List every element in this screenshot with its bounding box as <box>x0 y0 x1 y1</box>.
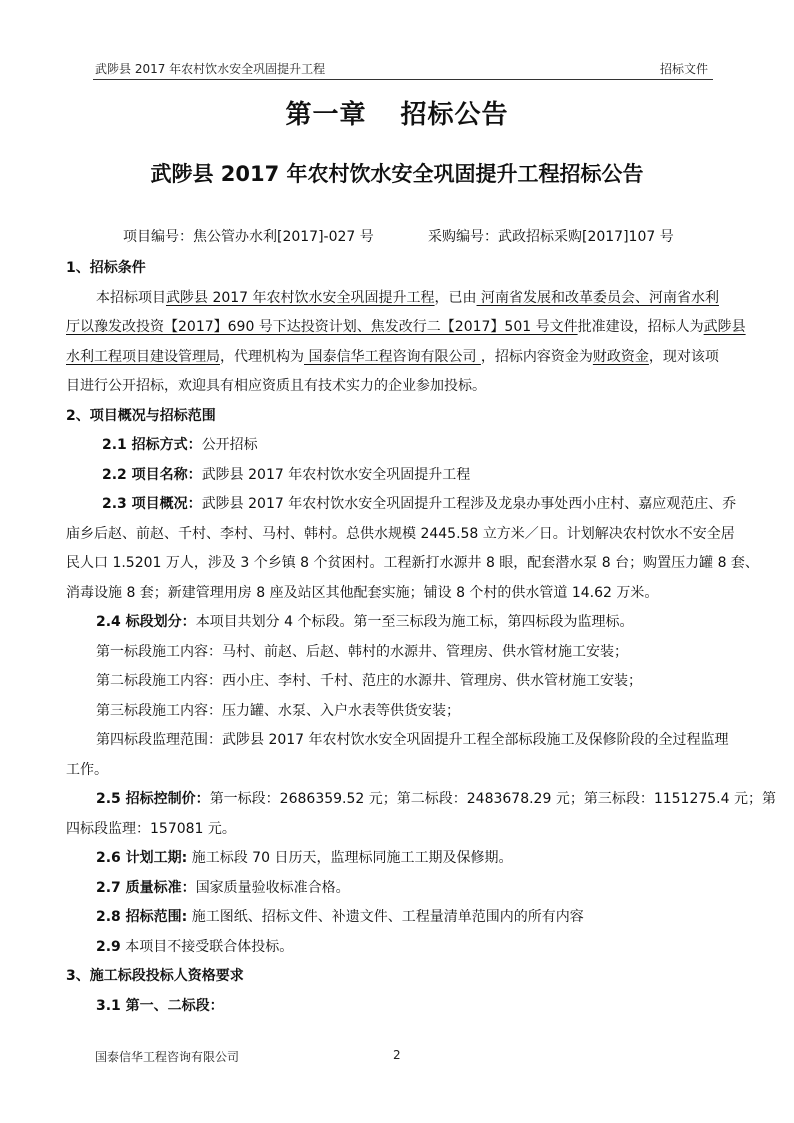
agency-underlined: 国泰信华工程咨询有限公司 <box>304 348 481 365</box>
text-run: ，代理机构为 <box>220 348 304 365</box>
item-2-9 <box>66 933 730 963</box>
item-2-6 <box>66 844 730 874</box>
document-body <box>66 254 776 1021</box>
text-run: ，已由 <box>434 289 477 306</box>
item-2-8 <box>66 903 730 933</box>
item-2-4 <box>66 608 730 638</box>
item-text: 国家质量验收标准合格。 <box>195 879 350 896</box>
document-title: 武陟县 2017 年农村饮水安全巩固提升工程招标公告 <box>150 162 644 186</box>
lot-4-scope-line-2: 工作。 <box>66 761 108 778</box>
section-3-heading: 3、施工标段投标人资格要求 <box>66 968 244 984</box>
running-header-doctype: 招标文件 <box>660 62 709 76</box>
project-number: 项目编号：焦公管办水利[2017]-027 号 <box>123 229 374 245</box>
funding-source-underlined: 财政资金 <box>592 348 649 365</box>
item-text: 本项目不接受联合体投标。 <box>120 938 294 955</box>
purchase-number: 采购编号：武政招标采购[2017]107 号 <box>428 229 674 245</box>
item-2-7 <box>66 874 730 904</box>
text-run: ，招标内容资金为 <box>480 348 593 365</box>
chapter-name: 招标公告 <box>400 100 509 130</box>
running-header-title: 武陟县 2017 年农村饮水安全巩固提升工程 <box>95 62 326 76</box>
item-text: 第一标段：2686359.52 元；第二标段：2483678.29 元；第三标段：1151275.4 元；第 <box>209 791 776 807</box>
item-2-3-line-2: 庙乡后赵、前赵、千村、李村、马村、韩村。总供水规模 2445.58 立方米／日。计划解决农村饮水不安全居 <box>66 525 735 542</box>
item-2-3-line-1 <box>66 490 737 520</box>
item-label: 2.4 标段划分： <box>96 614 196 630</box>
item-3-1: 3.1 第一、二标段： <box>96 997 224 1014</box>
item-2-3-line-4: 消毒设施 8 套；新建管理用房 8 座及站区其他配套实施；铺设 8 个村的供水管道 14.62 万米。 <box>66 584 659 601</box>
item-2-2 <box>66 461 730 491</box>
item-2-1 <box>66 431 730 461</box>
item-text: 武陟县 2017 年农村饮水安全巩固提升工程 <box>201 466 471 483</box>
item-text: 施工标段 70 日历天，监理标同施工工期及保修期。 <box>187 850 513 866</box>
item-label: 2.5 招标控制价： <box>96 791 210 807</box>
item-2-5-line-1 <box>66 785 776 815</box>
item-2-3-line-3: 民人口 1.5201 万人，涉及 3 个乡镇 8 个贫困村。工程新打水源井 8 眼，配套潜水泵 8 台；购置压力罐 8 套、 <box>66 555 759 571</box>
tenderer-underlined: 武陟县 <box>703 319 746 335</box>
tender-conditions-line-3 <box>66 343 730 373</box>
item-text: 本项目共划分 4 个标段。第一至三标段为施工标，第四标段为监理标。 <box>195 614 634 630</box>
item-text: 施工图纸、招标文件、补遗文件、工程量清单范围内的所有内容 <box>187 909 584 925</box>
tender-conditions-line-1 <box>66 284 730 314</box>
project-name-underlined: 武陟县 2017 年农村饮水安全巩固提升工程 <box>166 289 435 306</box>
tender-conditions-line-4: 目进行公开招标，欢迎具有相应资质且有技术实力的企业参加投标。 <box>66 378 486 394</box>
approval-document-underlined: 厅以豫发改投资【2017】690 号下达投资计划、焦发改行二【2017】501 号文件 <box>66 319 578 335</box>
lot-3-scope: 第三标段施工内容：压力罐、水泵、入户水表等供货安装； <box>96 702 460 719</box>
item-text: 武陟县 2017 年农村饮水安全巩固提升工程涉及龙泉办事处西小庄村、嘉应观范庄、乔 <box>201 496 737 512</box>
header-divider <box>93 79 713 80</box>
page-number: 2 <box>393 1048 401 1062</box>
item-label: 2.3 项目概况： <box>102 496 202 512</box>
text-run: 本招标项目 <box>96 289 166 306</box>
item-text: 公开招标 <box>201 437 258 453</box>
item-label: 2.1 招标方式： <box>102 437 202 453</box>
item-2-5-line-2: 四标段监理：157081 元。 <box>66 820 236 837</box>
text-run: ，现对该项 <box>648 348 719 365</box>
text-run: 批准建设，招标人为 <box>577 319 704 335</box>
chapter-number: 第一章 <box>285 100 367 130</box>
approving-authority-underlined: 河南省发展和改革委员会、河南省水利 <box>476 289 719 306</box>
lot-4-scope-line-1: 第四标段监理范围：武陟县 2017 年农村饮水安全巩固提升工程全部标段施工及保修阶段的全过程监理 <box>96 732 729 748</box>
tenderer-underlined: 水利工程项目建设管理局 <box>66 348 220 365</box>
footer-company: 国泰信华工程咨询有限公司 <box>95 1050 240 1064</box>
chapter-heading <box>0 94 794 131</box>
section-2-heading: 2、项目概况与招标范围 <box>66 407 216 424</box>
tender-conditions-line-2 <box>66 313 746 343</box>
item-label: 2.8 招标范围: <box>96 909 188 925</box>
section-1-heading: 1、招标条件 <box>66 260 146 276</box>
item-label: 2.6 计划工期: <box>96 850 188 866</box>
lot-2-scope: 第二标段施工内容：西小庄、李村、千村、范庄的水源井、管理房、供水管材施工安装； <box>96 673 642 689</box>
item-label: 2.2 项目名称： <box>102 466 202 483</box>
lot-1-scope: 第一标段施工内容：马村、前赵、后赵、韩村的水源井、管理房、供水管材施工安装； <box>96 643 628 660</box>
item-label: 2.9 <box>96 938 121 955</box>
item-label: 2.7 质量标准： <box>96 879 196 896</box>
